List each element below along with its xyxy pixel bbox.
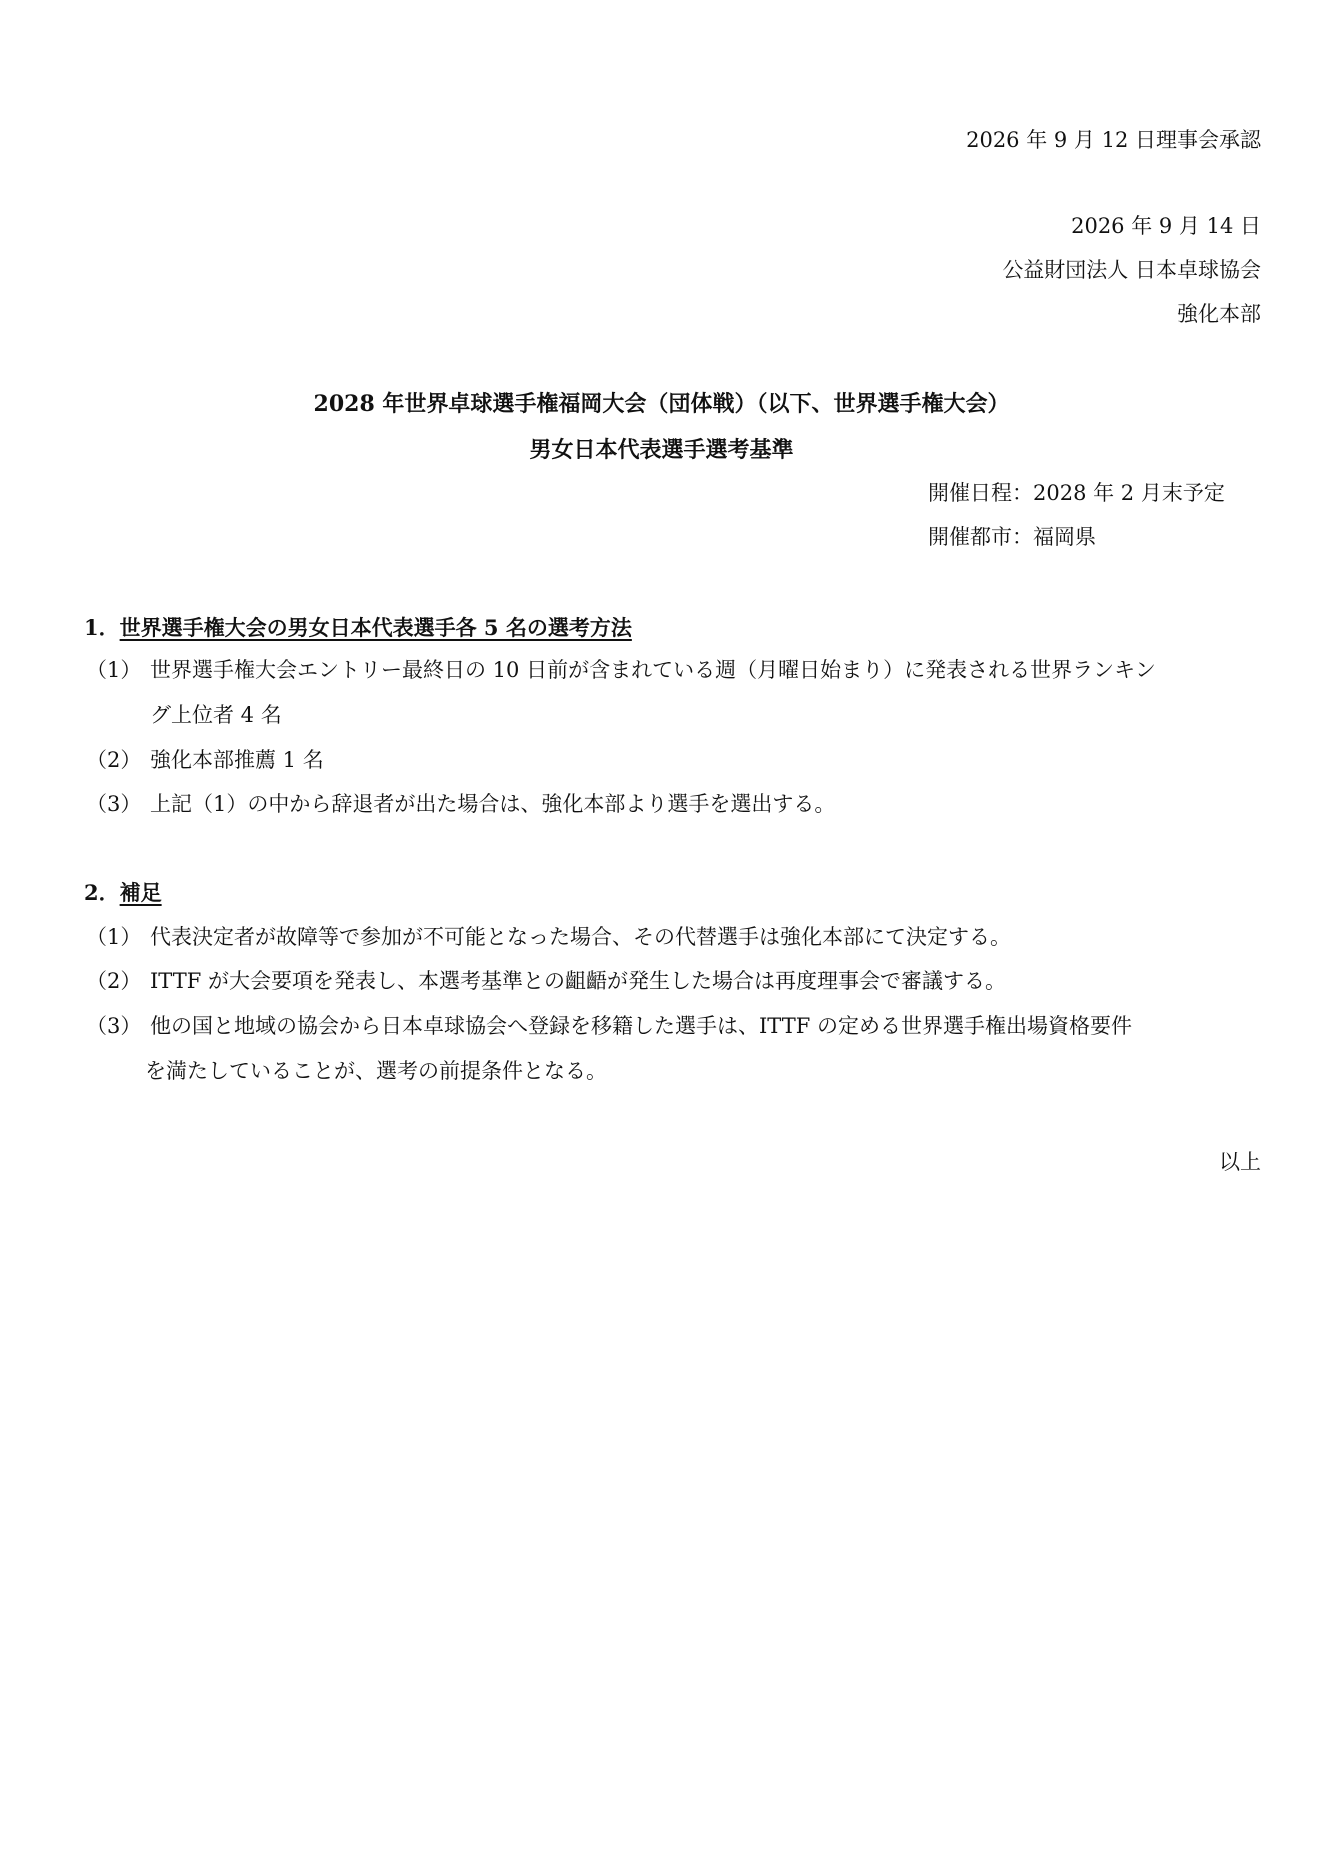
section-1-heading [84, 612, 632, 642]
section-2-item-3-continuation: を満たしていることが、選考の前提条件となる。 [145, 1059, 607, 1083]
event-city: 開催都市：福岡県 [928, 525, 1096, 549]
item-text: 世界選手権大会エントリー最終日の 10 日前が含まれている週（月曜日始まり）に発表される世界ランキン [150, 658, 1156, 682]
issue-date: 2026 年 9 月 14 日 [1071, 214, 1261, 238]
section-2-item-3 [86, 1010, 1132, 1040]
item-number: （3） [86, 792, 142, 816]
item-number: （2） [86, 748, 142, 772]
closing-mark: 以上 [1219, 1150, 1261, 1174]
section-2-item-1 [86, 921, 1011, 951]
item-number: （2） [86, 969, 142, 993]
section-1-item-1-continuation: グ上位者 4 名 [150, 703, 282, 727]
section-2-heading [84, 877, 162, 907]
event-schedule: 開催日程：2028 年 2 月末予定 [928, 481, 1225, 505]
section-1-item-2 [86, 744, 324, 774]
section-number: 1． [84, 615, 120, 640]
section-number: 2． [84, 880, 120, 905]
item-number: （1） [86, 925, 142, 949]
section-2-item-2 [86, 965, 1006, 995]
item-text: 上記（1）の中から辞退者が出た場合は、強化本部より選手を選出する。 [150, 792, 836, 816]
section-1-item-3 [86, 788, 835, 818]
item-text: ITTF が大会要項を発表し、本選考基準との齟齬が発生した場合は再度理事会で審議する。 [150, 969, 1006, 993]
item-text: 強化本部推薦 1 名 [150, 748, 324, 772]
section-1-item-1 [86, 654, 1156, 684]
section-title: 補足 [119, 880, 162, 905]
item-text: 他の国と地域の協会から日本卓球協会へ登録を移籍した選手は、ITTF の定める世界選手権出場資格要件 [150, 1014, 1132, 1038]
document-title-line2: 男女日本代表選手選考基準 [529, 437, 794, 463]
item-number: （3） [86, 1014, 142, 1038]
approval-line: 2026 年 9 月 12 日理事会承認 [966, 128, 1261, 152]
item-text: 代表決定者が故障等で参加が不可能となった場合、その代替選手は強化本部にて決定する。 [150, 925, 1011, 949]
section-title: 世界選手権大会の男女日本代表選手各 5 名の選考方法 [119, 615, 632, 640]
document-title-line1: 2028 年世界卓球選手権福岡大会（団体戦）（以下、世界選手権大会） [313, 391, 1010, 417]
department-name: 強化本部 [1177, 302, 1261, 326]
organization-name: 公益財団法人 日本卓球協会 [1002, 258, 1261, 282]
item-number: （1） [86, 658, 142, 682]
